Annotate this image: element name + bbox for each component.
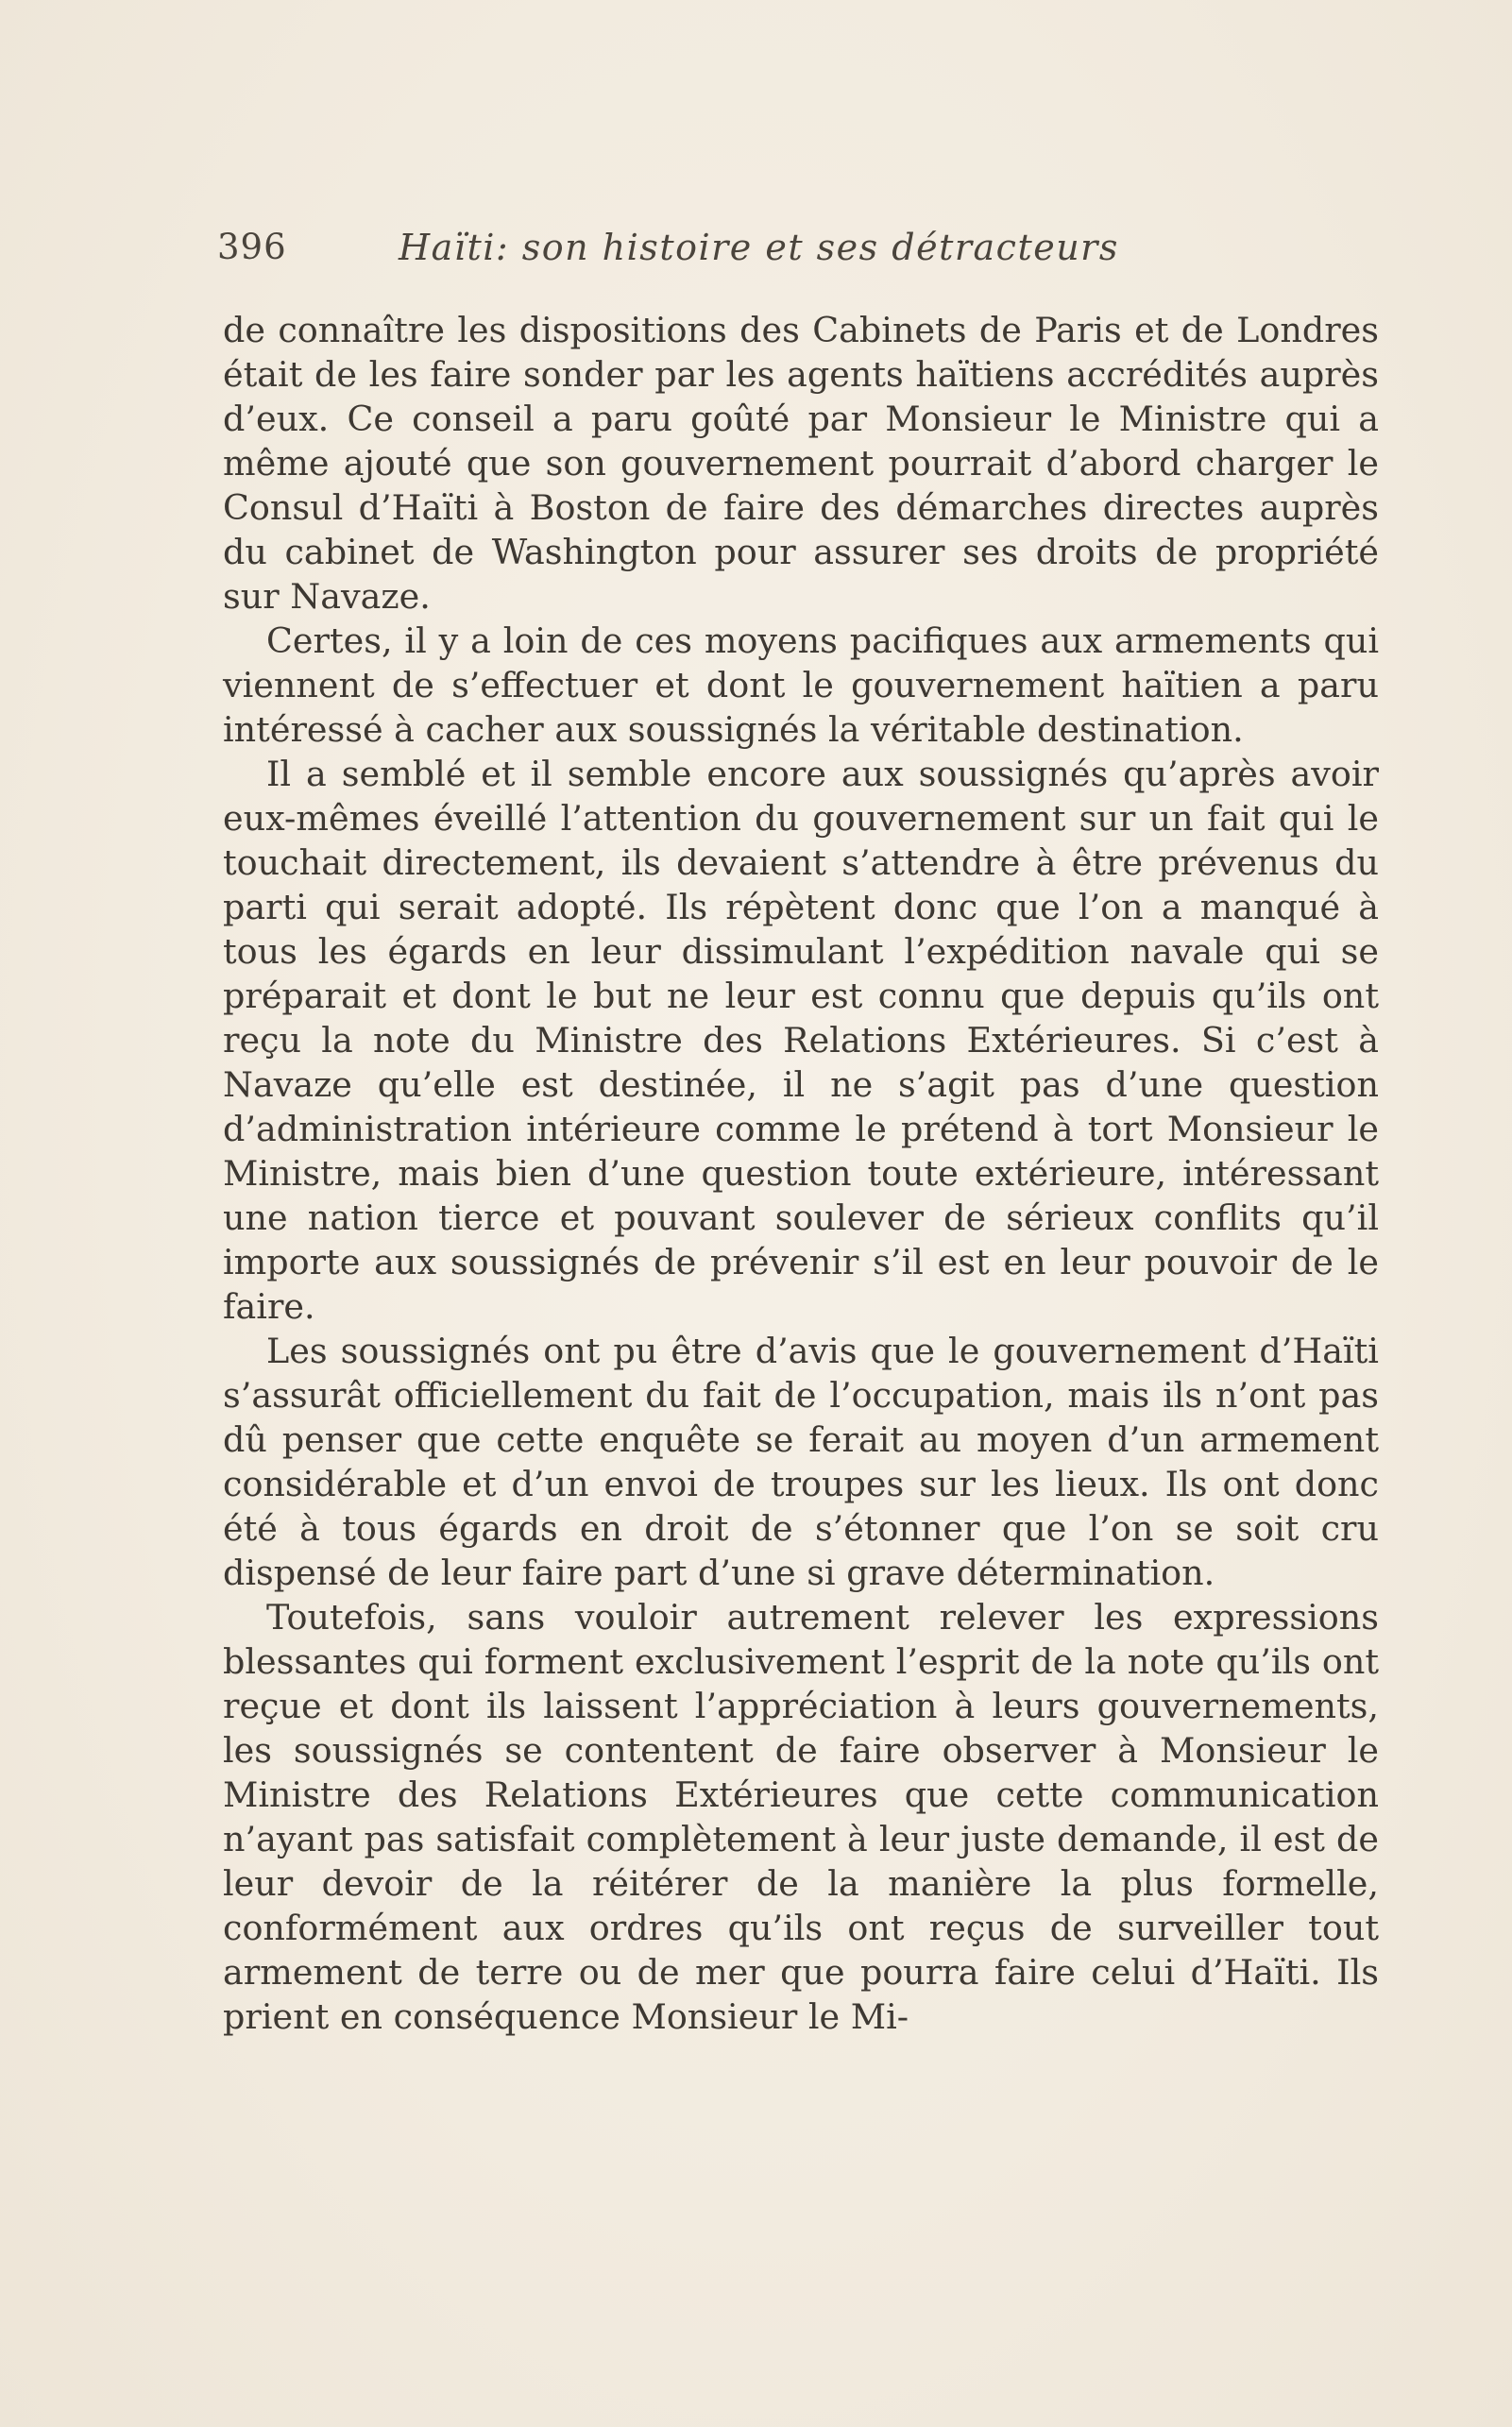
body-text <box>223 308 1379 2039</box>
page-header <box>217 227 1256 283</box>
paragraph: Il a semblé et il semble encore aux soussignés qu’après avoir eux-mêmes éveillé l’attention du gouvernement sur un fait qui le touchait directement, ils devaient s’attendre à être prévenus du parti qui serait adopté. Ils répètent donc que l’on a manqué à tous les égards en leur dissimulant l’expédition navale qui se préparait et dont le but ne leur est connu que depuis qu’ils ont reçu la note du Ministre des Relations Extérieures. Si c’est à Navaze qu’elle est destinée, il ne s’agit pas d’une question d’administration intérieure comme le prétend à tort Monsieur le Ministre, mais bien d’une question toute extérieure, intéressant une nation tierce et pouvant soulever de sérieux conflits qu’il importe aux soussignés de prévenir s’il est en leur pouvoir de le faire. <box>223 754 1379 1327</box>
paragraph: de connaître les dispositions des Cabinets de Paris et de Londres était de les faire sonder par les agents haïtiens accrédités auprès d’eux. Ce conseil a paru goûté par Monsieur le Ministre qui a même ajouté que son gouvernement pourrait d’abord charger le Consul d’Haïti à Boston de faire des démarches directes auprès du cabinet de Washington pour assurer ses droits de propriété sur Navaze. <box>223 310 1379 617</box>
paragraph: Toutefois, sans vouloir autrement relever les expressions blessantes qui forment exclusivement l’esprit de la note qu’ils ont reçue et dont ils laissent l’appréciation à leurs gouvernements, les soussignés se contentent de faire observer à Monsieur le Ministre des Relations Extérieures que cette communication n’ayant pas satisfait complètement à leur juste demande, il est de leur devoir de la réitérer de la manière la plus formelle, conformément aux ordres qu’ils ont reçus de surveiller tout armement de terre ou de mer que pourra faire celui d’Haïti. Ils prient en conséquence Monsieur le Mi- <box>223 1597 1379 2037</box>
running-title: Haïti: son histoire et ses détracteurs <box>399 227 1119 268</box>
paragraph: Certes, il y a loin de ces moyens pacifiques aux armements qui viennent de s’effectuer et dont le gouvernement haïtien a paru intéressé à cacher aux soussignés la véritable destination. <box>223 620 1379 750</box>
paragraph: Les soussignés ont pu être d’avis que le gouvernement d’Haïti s’assurât officiellement du fait de l’occupation, mais ils n’ont pas dû penser que cette enquête se ferait au moyen d’un armement considérable et d’un envoi de troupes sur les lieux. Ils ont donc été à tous égards en droit de s’étonner que l’on se soit cru dispensé de leur faire part d’une si grave détermination. <box>223 1331 1379 1593</box>
page-number: 396 <box>217 227 287 267</box>
